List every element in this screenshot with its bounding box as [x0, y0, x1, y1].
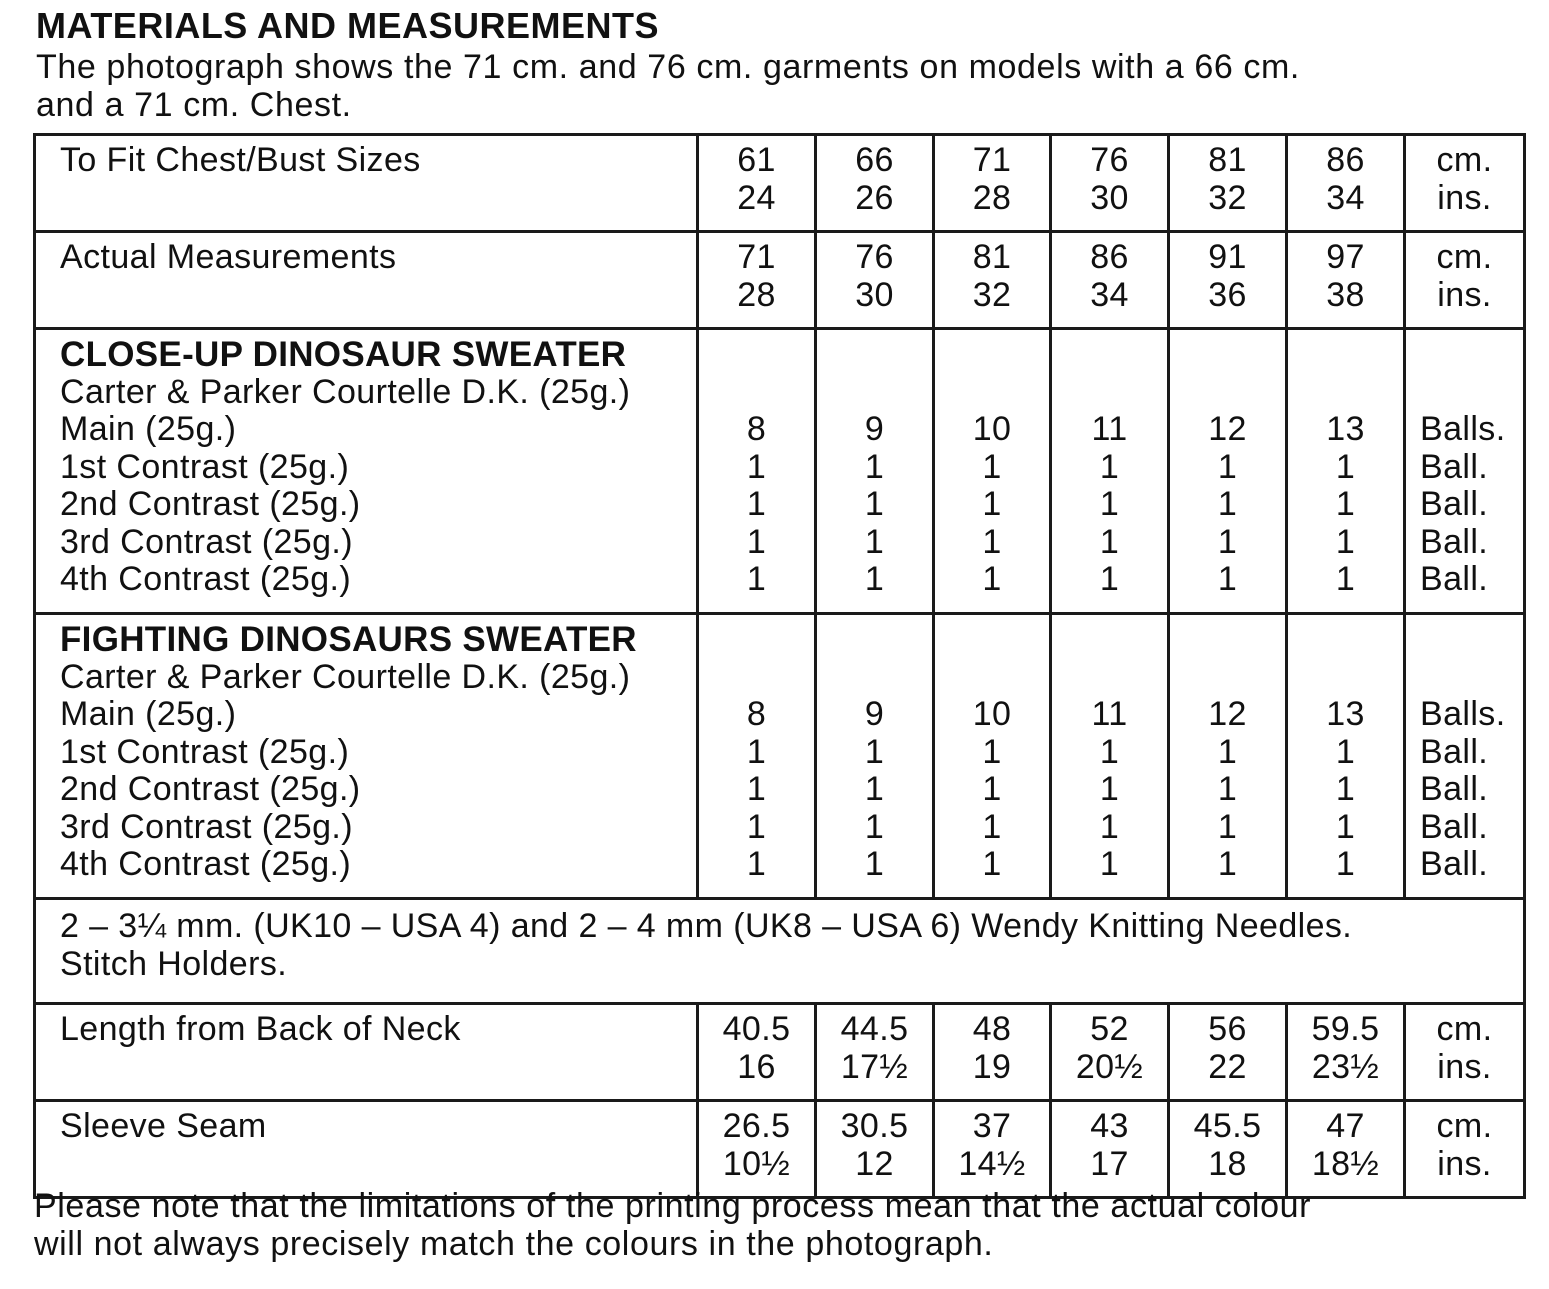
sweater-title: FIGHTING DINOSAURS SWEATER	[60, 620, 637, 659]
quantity-cell: 11 1 1 1 1	[1051, 614, 1169, 899]
needles-text: 2 – 3¼ mm. (UK10 – USA 4) and 2 – 4 mm (UK8 – USA 6) Wendy Knitting Needles. Stitch Holders.	[35, 899, 1525, 1004]
size-cell: 59.5 23½	[1287, 1004, 1405, 1101]
yarn-name: Carter & Parker Courtelle D.K. (25g.)	[60, 657, 631, 696]
footer-line: will not always precisely match the colours in the photograph.	[34, 1225, 994, 1263]
quantity-cell: 12 1 1 1 1	[1169, 329, 1287, 614]
unit-cell: Balls. Ball. Ball. Ball. Ball.	[1405, 614, 1525, 899]
yarn-name: Carter & Parker Courtelle D.K. (25g.)	[60, 372, 631, 411]
row-label: Length from Back of Neck	[35, 1004, 698, 1101]
sleeve-seam-row	[35, 1101, 1525, 1198]
chest-size-row	[35, 135, 1525, 232]
size-cell: 26.5 10½	[698, 1101, 816, 1198]
quantity-cell: 11 1 1 1 1	[1051, 329, 1169, 614]
size-cell: 91 36	[1169, 232, 1287, 329]
size-cell: 97 38	[1287, 232, 1405, 329]
unit-cell: cm. ins.	[1405, 232, 1525, 329]
footer-line: Please note that the limitations of the printing process mean that the actual colour	[34, 1187, 1312, 1225]
quantity-cell: 10 1 1 1 1	[934, 329, 1051, 614]
quantity-cell: 13 1 1 1 1	[1287, 614, 1405, 899]
needles-row	[35, 899, 1525, 1004]
size-cell: 76 30	[816, 232, 934, 329]
fighting-sweater-row	[35, 614, 1525, 899]
size-cell: 43 17	[1051, 1101, 1169, 1198]
size-cell: 76 30	[1051, 135, 1169, 232]
row-label: Sleeve Seam	[35, 1101, 698, 1198]
unit-cell: cm. ins.	[1405, 135, 1525, 232]
intro-text	[36, 48, 1516, 124]
size-cell: 86 34	[1287, 135, 1405, 232]
size-cell: 81 32	[934, 232, 1051, 329]
length-row	[35, 1004, 1525, 1101]
sweater-title: CLOSE-UP DINOSAUR SWEATER	[60, 335, 627, 374]
closeup-sweater-row	[35, 329, 1525, 614]
row-label: Actual Measurements	[35, 232, 698, 329]
intro-line: and a 71 cm. Chest.	[36, 86, 352, 124]
size-cell: 66 26	[816, 135, 934, 232]
quantity-cell: 8 1 1 1 1	[698, 614, 816, 899]
materials-table	[33, 133, 1526, 1199]
size-cell: 71 28	[934, 135, 1051, 232]
row-label: To Fit Chest/Bust Sizes	[35, 135, 698, 232]
size-cell: 52 20½	[1051, 1004, 1169, 1101]
row-label: CLOSE-UP DINOSAUR SWEATER Carter & Parker Courtelle D.K. (25g.) Main (25g.) 1st Contrast (25g.) 2nd Contrast (25g.) 3rd Contrast (25g.) 4th Contrast (25g.)	[35, 329, 698, 614]
size-cell: 48 19	[934, 1004, 1051, 1101]
unit-cell: Balls. Ball. Ball. Ball. Ball.	[1405, 329, 1525, 614]
actual-measurements-row	[35, 232, 1525, 329]
size-cell: 71 28	[698, 232, 816, 329]
row-label: FIGHTING DINOSAURS SWEATER Carter & Parker Courtelle D.K. (25g.) Main (25g.) 1st Contrast (25g.) 2nd Contrast (25g.) 3rd Contrast (25g.) 4th Contrast (25g.)	[35, 614, 698, 899]
size-cell: 81 32	[1169, 135, 1287, 232]
colour-disclaimer	[34, 1187, 1534, 1263]
page-heading: MATERIALS AND MEASUREMENTS	[36, 5, 659, 46]
quantity-cell: 13 1 1 1 1	[1287, 329, 1405, 614]
quantity-cell: 12 1 1 1 1	[1169, 614, 1287, 899]
size-cell: 40.5 16	[698, 1004, 816, 1101]
size-cell: 56 22	[1169, 1004, 1287, 1101]
unit-cell: cm. ins.	[1405, 1004, 1525, 1101]
size-cell: 45.5 18	[1169, 1101, 1287, 1198]
size-cell: 47 18½	[1287, 1101, 1405, 1198]
quantity-cell: 9 1 1 1 1	[816, 329, 934, 614]
size-cell: 30.5 12	[816, 1101, 934, 1198]
quantity-cell: 9 1 1 1 1	[816, 614, 934, 899]
quantity-cell: 8 1 1 1 1	[698, 329, 816, 614]
size-cell: 86 34	[1051, 232, 1169, 329]
intro-line: The photograph shows the 71 cm. and 76 cm. garments on models with a 66 cm.	[36, 48, 1300, 86]
size-cell: 61 24	[698, 135, 816, 232]
quantity-cell: 10 1 1 1 1	[934, 614, 1051, 899]
size-cell: 37 14½	[934, 1101, 1051, 1198]
size-cell: 44.5 17½	[816, 1004, 934, 1101]
unit-cell: cm. ins.	[1405, 1101, 1525, 1198]
